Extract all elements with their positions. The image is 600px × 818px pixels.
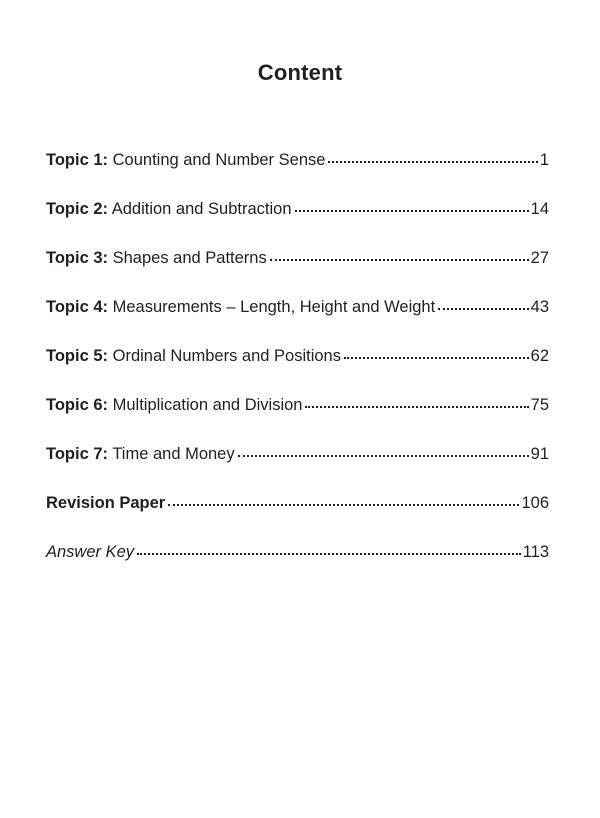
dot-leader xyxy=(137,553,521,555)
toc-page-number: 1 xyxy=(539,151,549,169)
page-title: Content xyxy=(257,60,343,85)
toc-page-number: 43 xyxy=(530,298,549,316)
dot-leader xyxy=(295,210,529,212)
table-of-contents xyxy=(46,151,549,592)
toc-topic-number: Topic 7: xyxy=(46,445,109,463)
toc-entry-topic-1 xyxy=(46,151,549,200)
dot-leader xyxy=(438,308,528,310)
dot-leader xyxy=(305,406,528,408)
dot-leader xyxy=(168,504,519,506)
toc-section-title: Revision Paper xyxy=(46,494,166,512)
toc-topic-title: Shapes and Patterns xyxy=(112,249,267,267)
toc-topic-title: Counting and Number Sense xyxy=(112,151,326,169)
toc-topic-title: Addition and Subtraction xyxy=(111,200,292,218)
toc-topic-number: Topic 1: xyxy=(46,151,109,169)
toc-page-number: 27 xyxy=(530,249,549,267)
toc-topic-number: Topic 6: xyxy=(46,396,109,414)
toc-entry-topic-4 xyxy=(46,298,549,347)
toc-topic-number: Topic 5: xyxy=(46,347,109,365)
toc-page-number: 113 xyxy=(522,543,549,561)
toc-topic-number: Topic 4: xyxy=(46,298,109,316)
toc-entry-topic-5 xyxy=(46,347,549,396)
toc-entry-topic-3 xyxy=(46,249,549,298)
toc-entry-topic-2 xyxy=(46,200,549,249)
toc-entry-topic-7 xyxy=(46,445,549,494)
toc-entry-topic-6 xyxy=(46,396,549,445)
toc-section-title: Answer Key xyxy=(46,543,135,561)
dot-leader xyxy=(344,357,529,359)
toc-page-number: 91 xyxy=(530,445,549,463)
toc-page-number: 62 xyxy=(530,347,549,365)
toc-topic-number: Topic 3: xyxy=(46,249,109,267)
toc-page-number: 106 xyxy=(521,494,549,512)
toc-topic-title: Time and Money xyxy=(112,445,235,463)
toc-page-number: 14 xyxy=(530,200,549,218)
dot-leader xyxy=(238,455,529,457)
toc-topic-title: Multiplication and Division xyxy=(112,396,303,414)
toc-page-number: 75 xyxy=(530,396,549,414)
dot-leader xyxy=(270,259,529,261)
toc-topic-title: Measurements – Length, Height and Weight xyxy=(112,298,436,316)
toc-topic-number: Topic 2: xyxy=(46,200,109,218)
toc-entry-revision-paper xyxy=(46,494,549,543)
toc-entry-answer-key xyxy=(46,543,549,592)
dot-leader xyxy=(328,161,537,163)
toc-topic-title: Ordinal Numbers and Positions xyxy=(112,347,341,365)
